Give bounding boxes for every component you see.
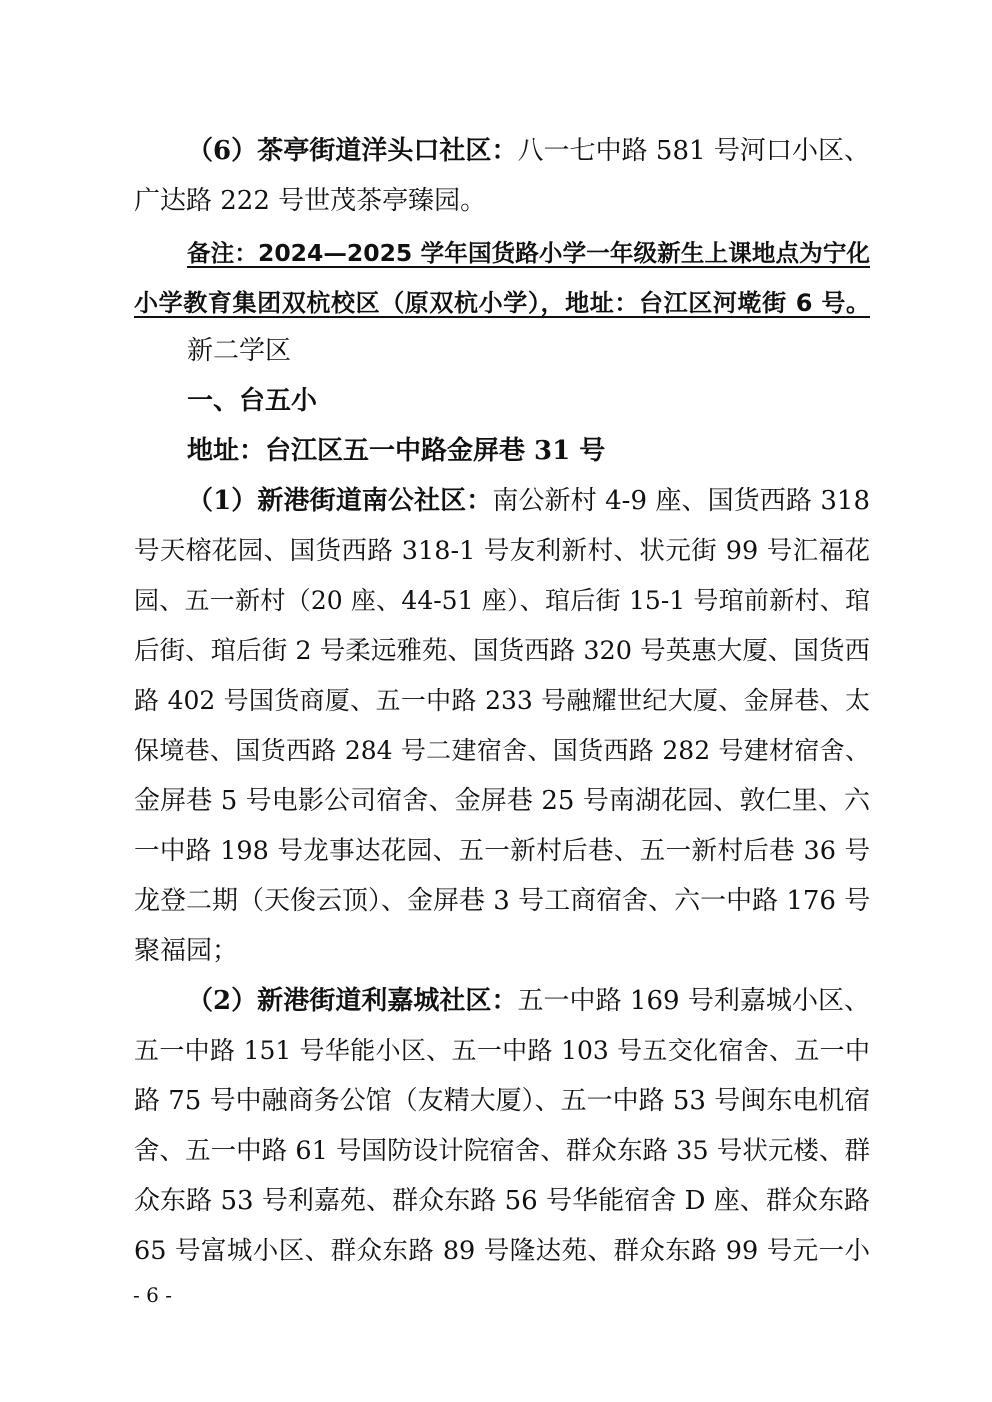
part-2-line: 路 75 号中融商务公馆（友精大厦）、五一中路 53 号闽东电机宿 <box>134 1086 870 1116</box>
part-2-line: 众东路 53 号利嘉苑、群众东路 56 号华能宿舍 D 座、群众东路 <box>134 1186 870 1216</box>
part-1-text: 南公新村 4-9 座、国货西路 318 <box>492 486 870 516</box>
part-1-line: 园、五一新村（20 座、44-51 座）、琯后街 15-1 号琯前新村、琯 <box>134 586 870 615</box>
school-address: 地址：台江区五一中路金屏巷 31 号 <box>187 436 606 466</box>
part-2-line: 65 号富城小区、群众东路 89 号隆达苑、群众东路 99 号元一小 <box>134 1236 870 1266</box>
page-number: - 6 - <box>133 1283 172 1307</box>
part-2-line: 舍、五一中路 61 号国防设计院宿舍、群众东路 35 号状元楼、群 <box>134 1136 870 1166</box>
part-1-line: 金屏巷 5 号电影公司宿舍、金屏巷 25 号南湖花园、敦仁里、六 <box>134 786 870 816</box>
section-6-line-1 <box>187 131 870 171</box>
part-2-label: （2）新港街道利嘉城社区： <box>187 986 518 1016</box>
part-1-line-1 <box>187 481 870 521</box>
section-6-label: （6）茶亭街道洋头口社区： <box>187 136 518 166</box>
part-2-line-1 <box>187 981 870 1021</box>
part-1-line: 聚福园； <box>134 936 239 966</box>
school-name: 一、台五小 <box>187 386 318 416</box>
note-line-2: 小学教育集团双杭校区（原双杭小学），地址：台江区河墘街 6 号。 <box>134 289 870 317</box>
section-6-line-2: 广达路 222 号世茂茶亭臻园。 <box>134 186 487 216</box>
section-6-text: 八一七中路 581 号河口小区、 <box>517 136 870 166</box>
part-2-text: 五一中路 169 号利嘉城小区、 <box>517 986 870 1016</box>
part-2-line: 五一中路 151 号华能小区、五一中路 103 号五交化宿舍、五一中 <box>134 1036 870 1065</box>
note-line-1: 备注：2024—2025 学年国货路小学一年级新生上课地点为宁化 <box>187 239 870 267</box>
district-heading: 新二学区 <box>187 336 292 366</box>
part-1-line: 保境巷、国货西路 284 号二建宿舍、国货西路 282 号建材宿舍、 <box>134 736 870 765</box>
part-1-line: 后街、琯后街 2 号柔远雅苑、国货西路 320 号英惠大厦、国货西 <box>134 636 870 666</box>
part-1-line: 一中路 198 号龙事达花园、五一新村后巷、五一新村后巷 36 号 <box>134 836 870 866</box>
part-1-line: 路 402 号国货商厦、五一中路 233 号融耀世纪大厦、金屏巷、太 <box>134 686 870 715</box>
part-1-label: （1）新港街道南公社区： <box>187 486 493 516</box>
part-1-line: 号天榕花园、国货西路 318-1 号友利新村、状元街 99 号汇福花 <box>134 536 870 566</box>
part-1-line: 龙登二期（天俊云顶）、金屏巷 3 号工商宿舍、六一中路 176 号 <box>134 886 870 916</box>
